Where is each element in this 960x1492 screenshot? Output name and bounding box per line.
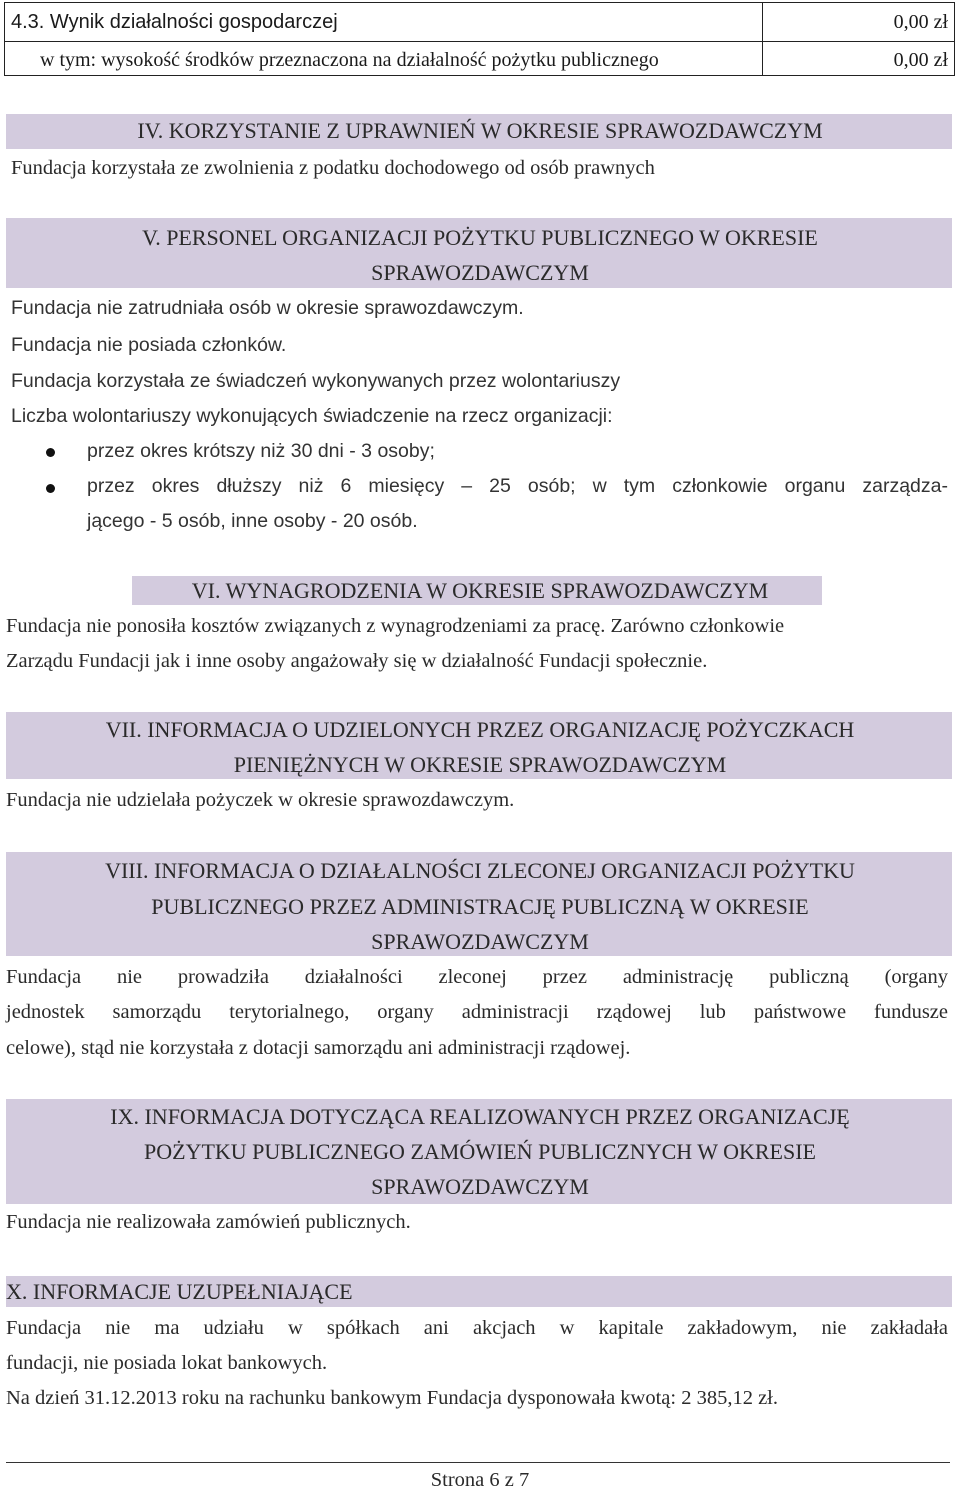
section-7-heading-line1: VII. INFORMACJA O UDZIELONYCH PRZEZ ORGANIZACJĘ POŻYCZKACH	[105, 717, 855, 742]
section-10-line: fundacji, nie posiada lokat bankowych.	[6, 1352, 328, 1374]
section-8-line: Fundacja nie prowadziła działalności zleconej przez administrację publiczną (organy	[6, 966, 948, 988]
section-6-line: Fundacja nie ponosiła kosztów związanych z wynagrodzeniami za pracę. Zarówno członkowie	[6, 615, 785, 637]
section-9-heading-line1: IX. INFORMACJA DOTYCZĄCA REALIZOWANYCH PRZEZ ORGANIZACJĘ	[110, 1104, 850, 1129]
section-10-heading: X. INFORMACJE UZUPEŁNIAJĄCE	[6, 1279, 353, 1304]
section-6-heading: VI. WYNAGRODZENIA W OKRESIE SPRAWOZDAWCZYM	[191, 578, 769, 603]
footer-rule	[6, 1462, 950, 1463]
section-8-line: celowe), stąd nie korzystała z dotacji samorządu ani administracji rządowej.	[6, 1037, 631, 1059]
section-7-text: Fundacja nie udzielała pożyczek w okresie sprawozdawczym.	[6, 789, 515, 811]
section-5-line: Fundacja nie posiada członków.	[11, 334, 287, 356]
table-row-label: 4.3. Wynik działalności gospodarczej	[11, 11, 338, 33]
bullet-item: przez okres krótszy niż 30 dni - 3 osoby;	[87, 440, 435, 462]
bullet-icon	[46, 448, 55, 457]
section-5-heading-line2: SPRAWOZDAWCZYM	[371, 260, 589, 285]
section-5-line: Fundacja korzystała ze świadczeń wykonywanych przez wolontariuszy	[11, 370, 621, 392]
section-8-heading-line2: PUBLICZNEGO PRZEZ ADMINISTRACJĘ PUBLICZNĄ W OKRESIE	[151, 894, 809, 919]
bullet-icon	[46, 484, 55, 493]
section-5-line: Liczba wolontariuszy wykonujących świadczenie na rzecz organizacji:	[11, 405, 613, 427]
section-6-line: Zarządu Fundacji jak i inne osoby angażowały się w działalność Fundacji społecznie.	[6, 650, 708, 672]
section-9-heading-line2: POŻYTKU PUBLICZNEGO ZAMÓWIEŃ PUBLICZNYCH W OKRESIE	[144, 1139, 816, 1164]
section-10-line: Fundacja nie ma udziału w spółkach ani akcjach w kapitale zakładowym, nie zakładała	[6, 1317, 948, 1339]
table-divider-vertical	[762, 3, 763, 75]
section-9-text: Fundacja nie realizowała zamówień publicznych.	[6, 1211, 411, 1233]
section-8-line: jednostek samorządu terytorialnego, organy administracji rządowej lub państwowe fundusze	[6, 1001, 948, 1023]
table-row-value: 0,00 zł	[893, 11, 948, 33]
table-row-label: w tym: wysokość środków przeznaczona na działalność pożytku publicznego	[40, 49, 659, 71]
section-8-heading-line1: VIII. INFORMACJA O DZIAŁALNOŚCI ZLECONEJ ORGANIZACJI POŻYTKU	[105, 858, 855, 883]
section-9-heading-line3: SPRAWOZDAWCZYM	[371, 1174, 589, 1199]
section-8-heading-line3: SPRAWOZDAWCZYM	[371, 929, 589, 954]
bullet-item-continuation: jącego - 5 osób, inne osoby - 20 osób.	[87, 510, 418, 532]
page-number: Strona 6 z 7	[430, 1469, 530, 1491]
bullet-item: przez okres dłuższy niż 6 miesięcy – 25 osób; w tym członkowie organu zarządza-	[87, 475, 948, 497]
table-divider-horizontal	[5, 41, 954, 42]
section-4-heading: IV. KORZYSTANIE Z UPRAWNIEŃ W OKRESIE SPRAWOZDAWCZYM	[137, 118, 823, 143]
table-row-value: 0,00 zł	[893, 49, 948, 71]
section-5-line: Fundacja nie zatrudniała osób w okresie sprawozdawczym.	[11, 297, 524, 319]
financial-table	[4, 2, 955, 76]
section-4-text: Fundacja korzystała ze zwolnienia z podatku dochodowego od osób prawnych	[11, 157, 655, 179]
section-5-heading-line1: V. PERSONEL ORGANIZACJI POŻYTKU PUBLICZNEGO W OKRESIE	[142, 225, 818, 250]
section-7-heading-line2: PIENIĘŻNYCH W OKRESIE SPRAWOZDAWCZYM	[233, 752, 727, 777]
section-10-line: Na dzień 31.12.2013 roku na rachunku bankowym Fundacja dysponowała kwotą: 2 385,12 zł.	[6, 1387, 779, 1409]
